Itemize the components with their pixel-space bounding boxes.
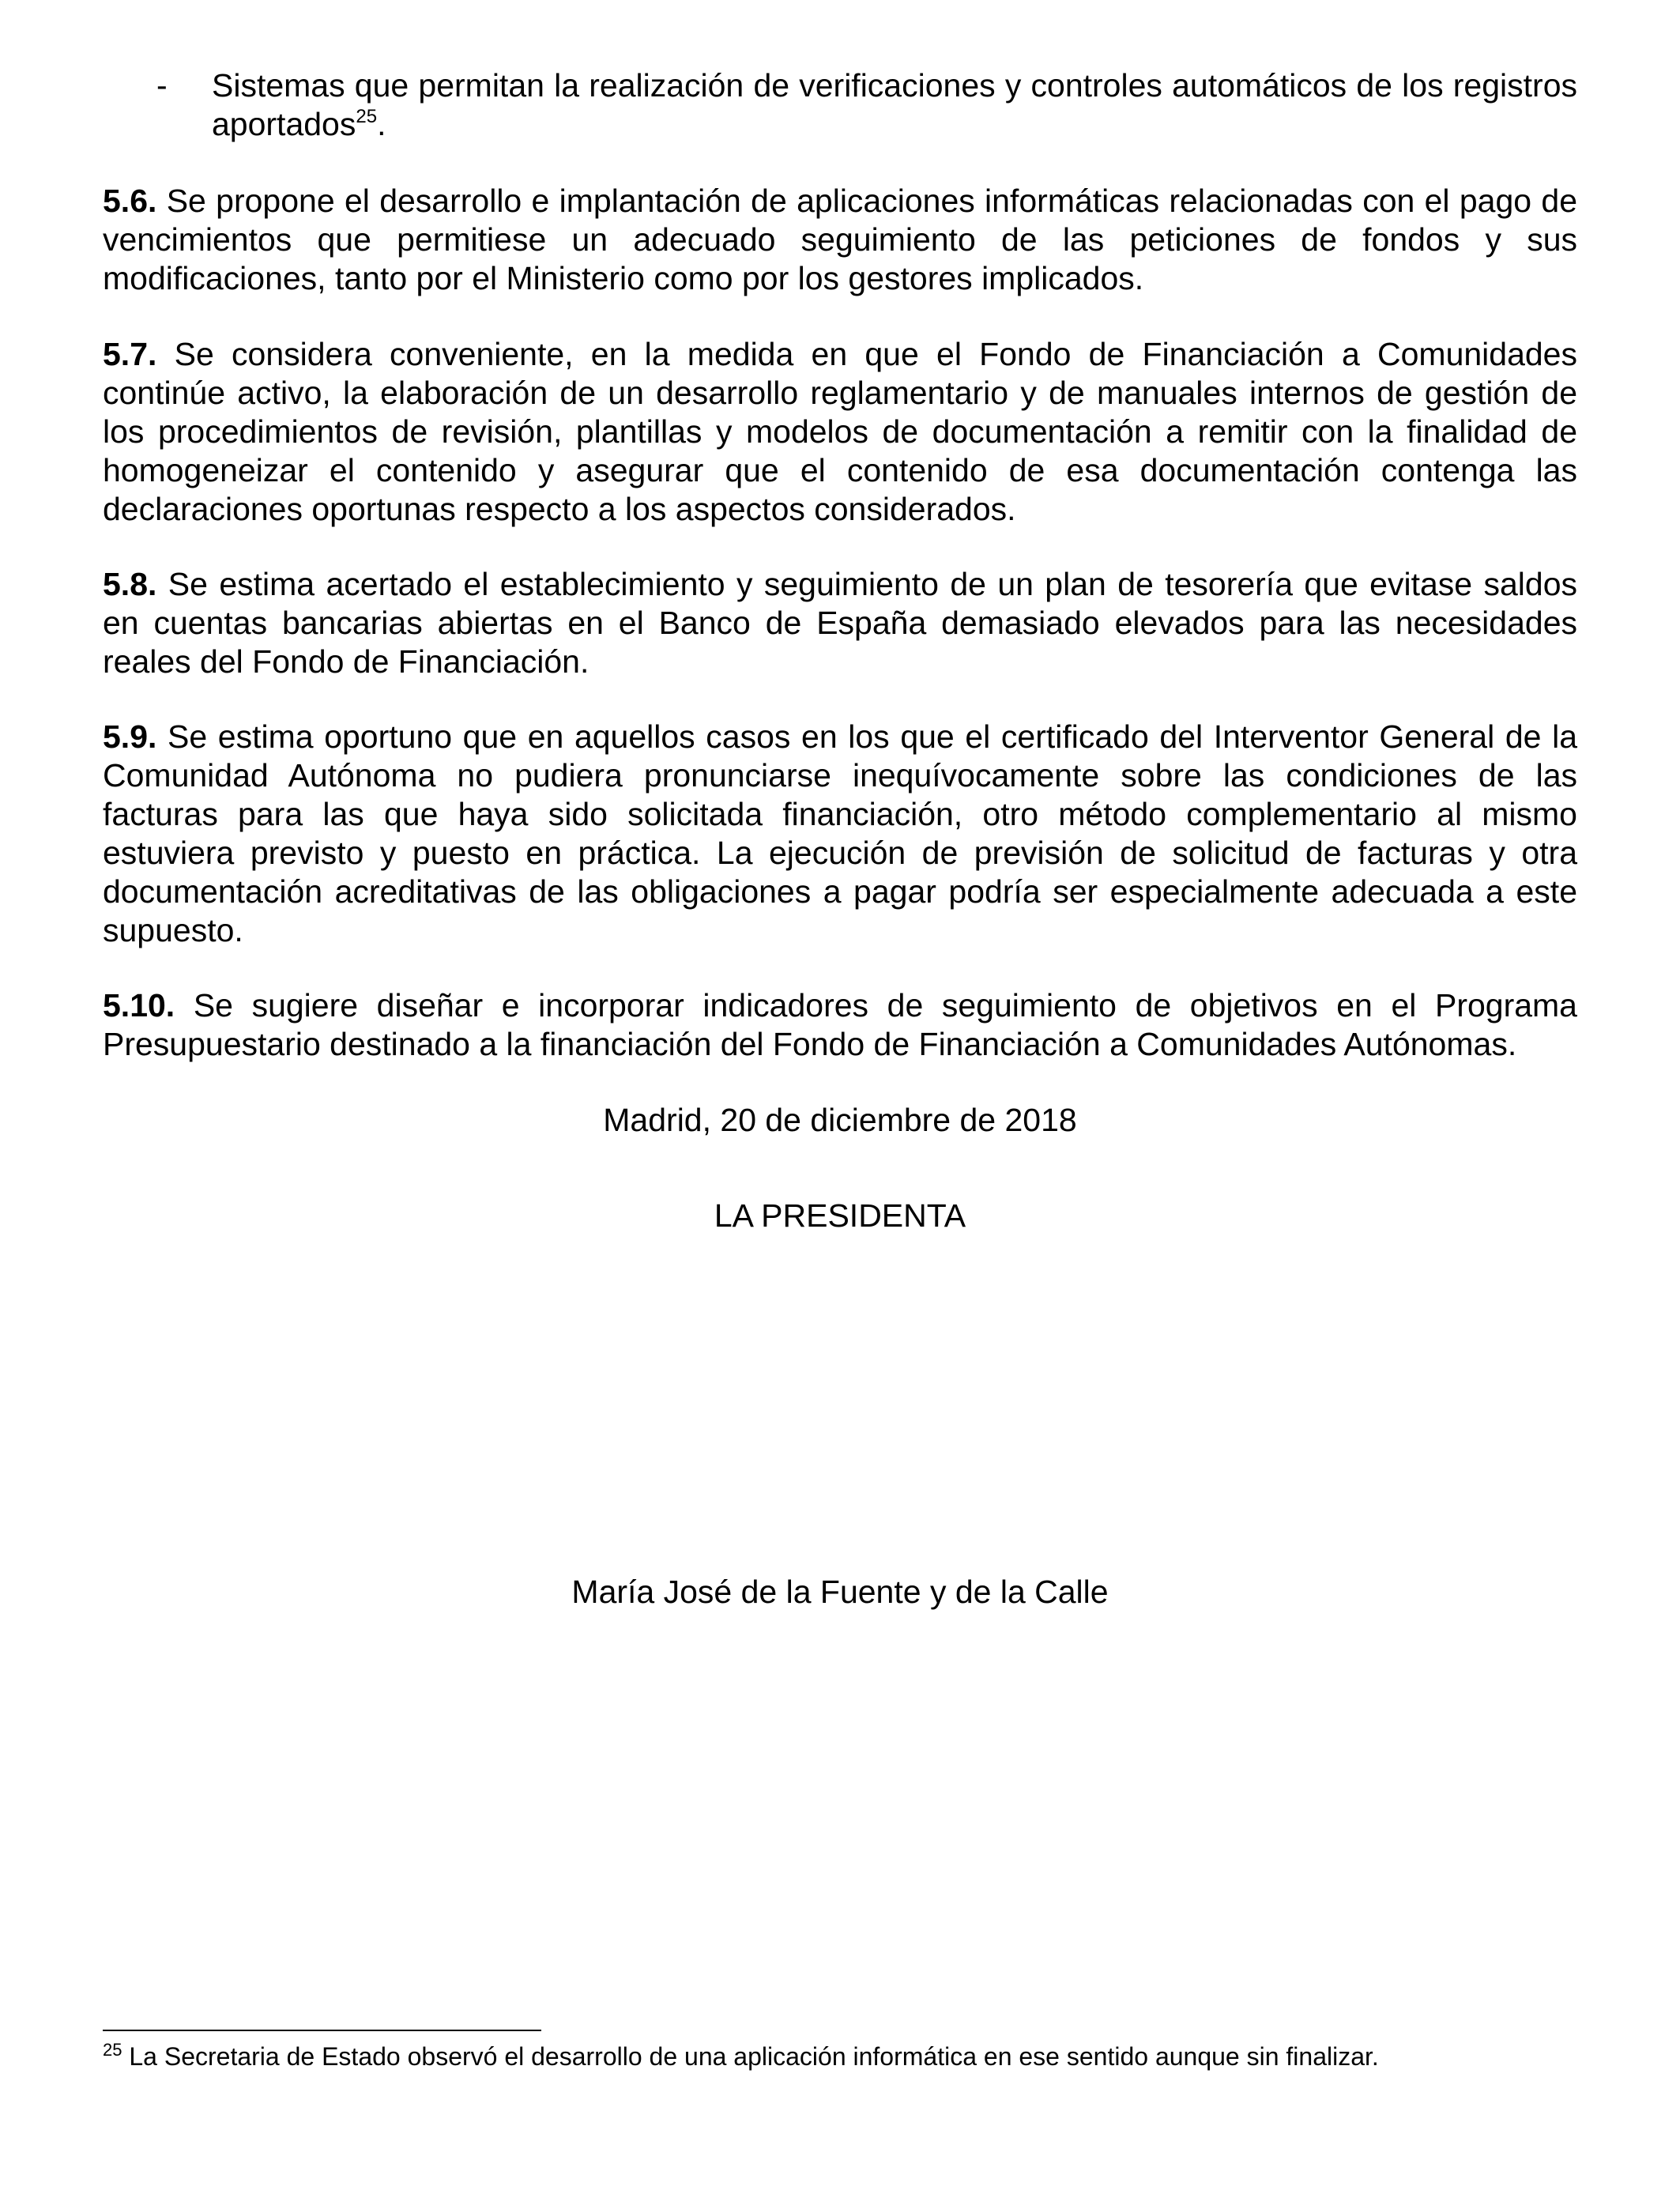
paragraph-text: Se estima acertado el establecimiento y seguimiento de un plan de tesorería que evitase saldos en cuentas bancarias abiertas en el Banco de España demasiado elevados para las necesidades reales del Fondo de Financiación.: [103, 566, 1577, 680]
footnote-separator: [103, 2030, 541, 2031]
footnote-text: La Secretaria de Estado observó el desarrollo de una aplicación informática en ese sentido aunque sin finalizar.: [122, 2042, 1379, 2071]
bullet-body: Sistemas que permitan la realización de verificaciones y controles automáticos de los registros aportados: [212, 67, 1577, 142]
place-and-date: Madrid, 20 de diciembre de 2018: [603, 1102, 1077, 1138]
bullet-trailing: .: [377, 106, 386, 142]
footnote-reference[interactable]: 25: [356, 106, 378, 127]
signatory-name: María José de la Fuente y de la Calle: [571, 1574, 1109, 1610]
bullet-text: [212, 66, 1577, 144]
paragraph-number: 5.10.: [103, 987, 175, 1023]
signature-area: [524, 1265, 1156, 1533]
footnote-25: [103, 2041, 1577, 2072]
paragraph-number: 5.7.: [103, 336, 157, 372]
paragraph-text: Se sugiere diseñar e incorporar indicadores de seguimiento de objetivos en el Programa Presupuestario destinado a la financiación del Fondo de Financiación a Comunidades Autónomas.: [103, 987, 1577, 1062]
paragraph-5-10: [103, 986, 1577, 1064]
paragraph-text: Se considera conveniente, en la medida en que el Fondo de Financiación a Comunidades continúe activo, la elaboración de un desarrollo reglamentario y de manuales internos de gestión de los procedimientos de revisión, plantillas y modelos de documentación a remitir con la finalidad de homogeneizar el contenido y asegurar que el contenido de esa documentación contenga las declaraciones oportunas respecto a los aspectos considerados.: [103, 336, 1577, 527]
paragraph-5-7: [103, 335, 1577, 529]
paragraph-5-9: [103, 718, 1577, 950]
paragraph-text: Se estima oportuno que en aquellos casos en los que el certificado del Interventor General de la Comunidad Autónoma no pudiera pronunciarse inequívocamente sobre las condiciones de las facturas para las que haya sido solicitada financiación, otro método complementario al mismo estuviera previsto y puesto en práctica. La ejecución de previsión de solicitud de facturas y otra documentación acreditativas de las obligaciones a pagar podría ser especialmente adecuada a este supuesto.: [103, 718, 1577, 948]
signatory-title: LA PRESIDENTA: [714, 1197, 966, 1234]
paragraph-5-8: [103, 565, 1577, 681]
paragraph-number: 5.9.: [103, 718, 157, 755]
footnote-number: 25: [103, 2040, 122, 2060]
paragraph-number: 5.8.: [103, 566, 157, 602]
paragraph-5-6: [103, 182, 1577, 298]
bullet-item-registros: [103, 66, 1577, 144]
paragraph-number: 5.6.: [103, 183, 157, 219]
paragraph-text: Se propone el desarrollo e implantación de aplicaciones informáticas relacionadas con el pago de vencimientos que permitiese un adecuado seguimiento de las peticiones de fondos y sus modificaciones, tanto por el Ministerio como por los gestores implicados.: [103, 183, 1577, 296]
bullet-marker: -: [156, 67, 168, 104]
